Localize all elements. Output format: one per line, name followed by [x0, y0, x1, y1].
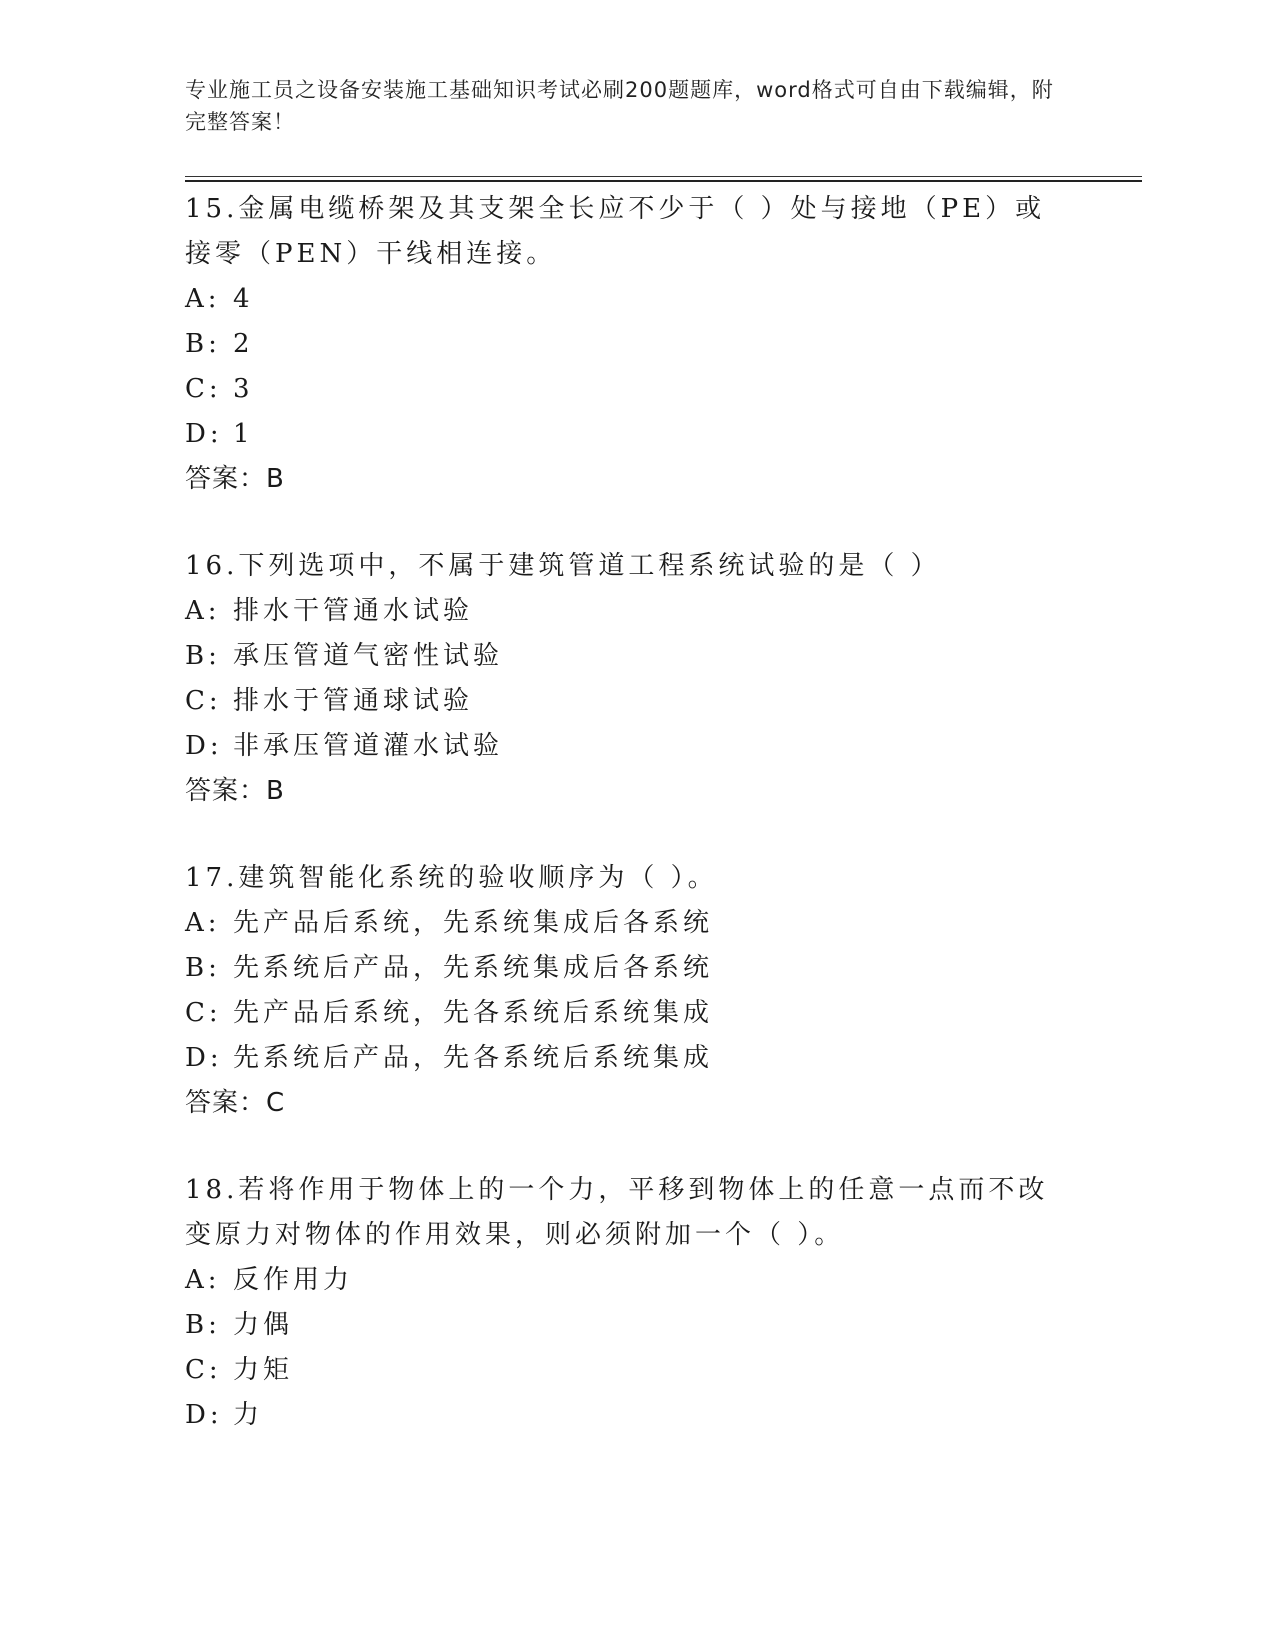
option-text: 先产品后系统，先各系统后系统集成: [233, 998, 714, 1028]
option-d: [185, 1393, 1065, 1438]
option-text: 2: [233, 329, 254, 359]
option-key: D:: [185, 1400, 223, 1430]
option-a: [185, 901, 1065, 946]
option-c: [185, 679, 1065, 724]
option-key: D:: [185, 419, 223, 449]
option-text: 先系统后产品，先各系统后系统集成: [233, 1043, 714, 1073]
answer-line: 答案：B: [185, 464, 285, 494]
question-list: [185, 187, 1065, 1480]
header-divider-thick: [185, 180, 1142, 182]
option-d: [185, 1036, 1065, 1081]
option-a: [185, 277, 1065, 322]
option-key: D:: [185, 1043, 223, 1073]
option-a: [185, 1258, 1065, 1303]
question-stem: 17.建筑智能化系统的验收顺序为（ ）。: [185, 863, 718, 893]
option-key: B:: [185, 641, 221, 671]
question-stem: 16.下列选项中，不属于建筑管道工程系统试验的是（ ）: [185, 551, 941, 581]
option-text: 非承压管道灌水试验: [233, 731, 504, 761]
option-c: [185, 1348, 1065, 1393]
option-text: 先系统后产品，先系统集成后各系统: [233, 953, 714, 983]
option-key: B:: [185, 953, 221, 983]
option-b: [185, 322, 1065, 367]
option-text: 力矩: [233, 1355, 294, 1385]
document-header: 专业施工员之设备安装施工基础知识考试必刷200题题库，word格式可自由下载编辑，附完整答案！: [185, 78, 1054, 134]
header-divider-thin: [185, 176, 1142, 177]
option-d: [185, 724, 1065, 769]
option-c: [185, 991, 1065, 1036]
option-key: A:: [185, 1265, 221, 1295]
answer-line: 答案：C: [185, 1088, 286, 1118]
question-stem: 18.若将作用于物体上的一个力，平移到物体上的任意一点而不改变原力对物体的作用效果，则必须附加一个（ ）。: [185, 1175, 1049, 1250]
option-key: B:: [185, 329, 221, 359]
option-text: 反作用力: [233, 1265, 354, 1295]
option-text: 力: [233, 1400, 264, 1430]
option-key: A:: [185, 908, 221, 938]
option-key: A:: [185, 596, 221, 626]
question-15: [185, 187, 1065, 502]
option-key: C:: [185, 1355, 222, 1385]
option-text: 排水于管通球试验: [233, 686, 474, 716]
option-key: B:: [185, 1310, 221, 1340]
option-text: 4: [233, 284, 254, 314]
option-b: [185, 634, 1065, 679]
option-key: A:: [185, 284, 221, 314]
option-key: C:: [185, 998, 222, 1028]
option-a: [185, 589, 1065, 634]
option-text: 3: [233, 374, 254, 404]
option-text: 1: [233, 419, 254, 449]
question-stem: 15.金属电缆桥架及其支架全长应不少于（ ）处与接地（PE）或接零（PEN）干线相连接。: [185, 194, 1046, 269]
question-17: [185, 856, 1065, 1126]
option-text: 先产品后系统，先系统集成后各系统: [233, 908, 714, 938]
option-d: [185, 412, 1065, 457]
option-b: [185, 1303, 1065, 1348]
option-text: 排水干管通水试验: [233, 596, 474, 626]
option-key: C:: [185, 374, 222, 404]
option-b: [185, 946, 1065, 991]
option-key: D:: [185, 731, 223, 761]
option-text: 承压管道气密性试验: [233, 641, 504, 671]
question-16: [185, 544, 1065, 814]
option-key: C:: [185, 686, 222, 716]
answer-line: 答案：B: [185, 776, 285, 806]
question-18: [185, 1168, 1065, 1438]
option-c: [185, 367, 1065, 412]
option-text: 力偶: [233, 1310, 294, 1340]
